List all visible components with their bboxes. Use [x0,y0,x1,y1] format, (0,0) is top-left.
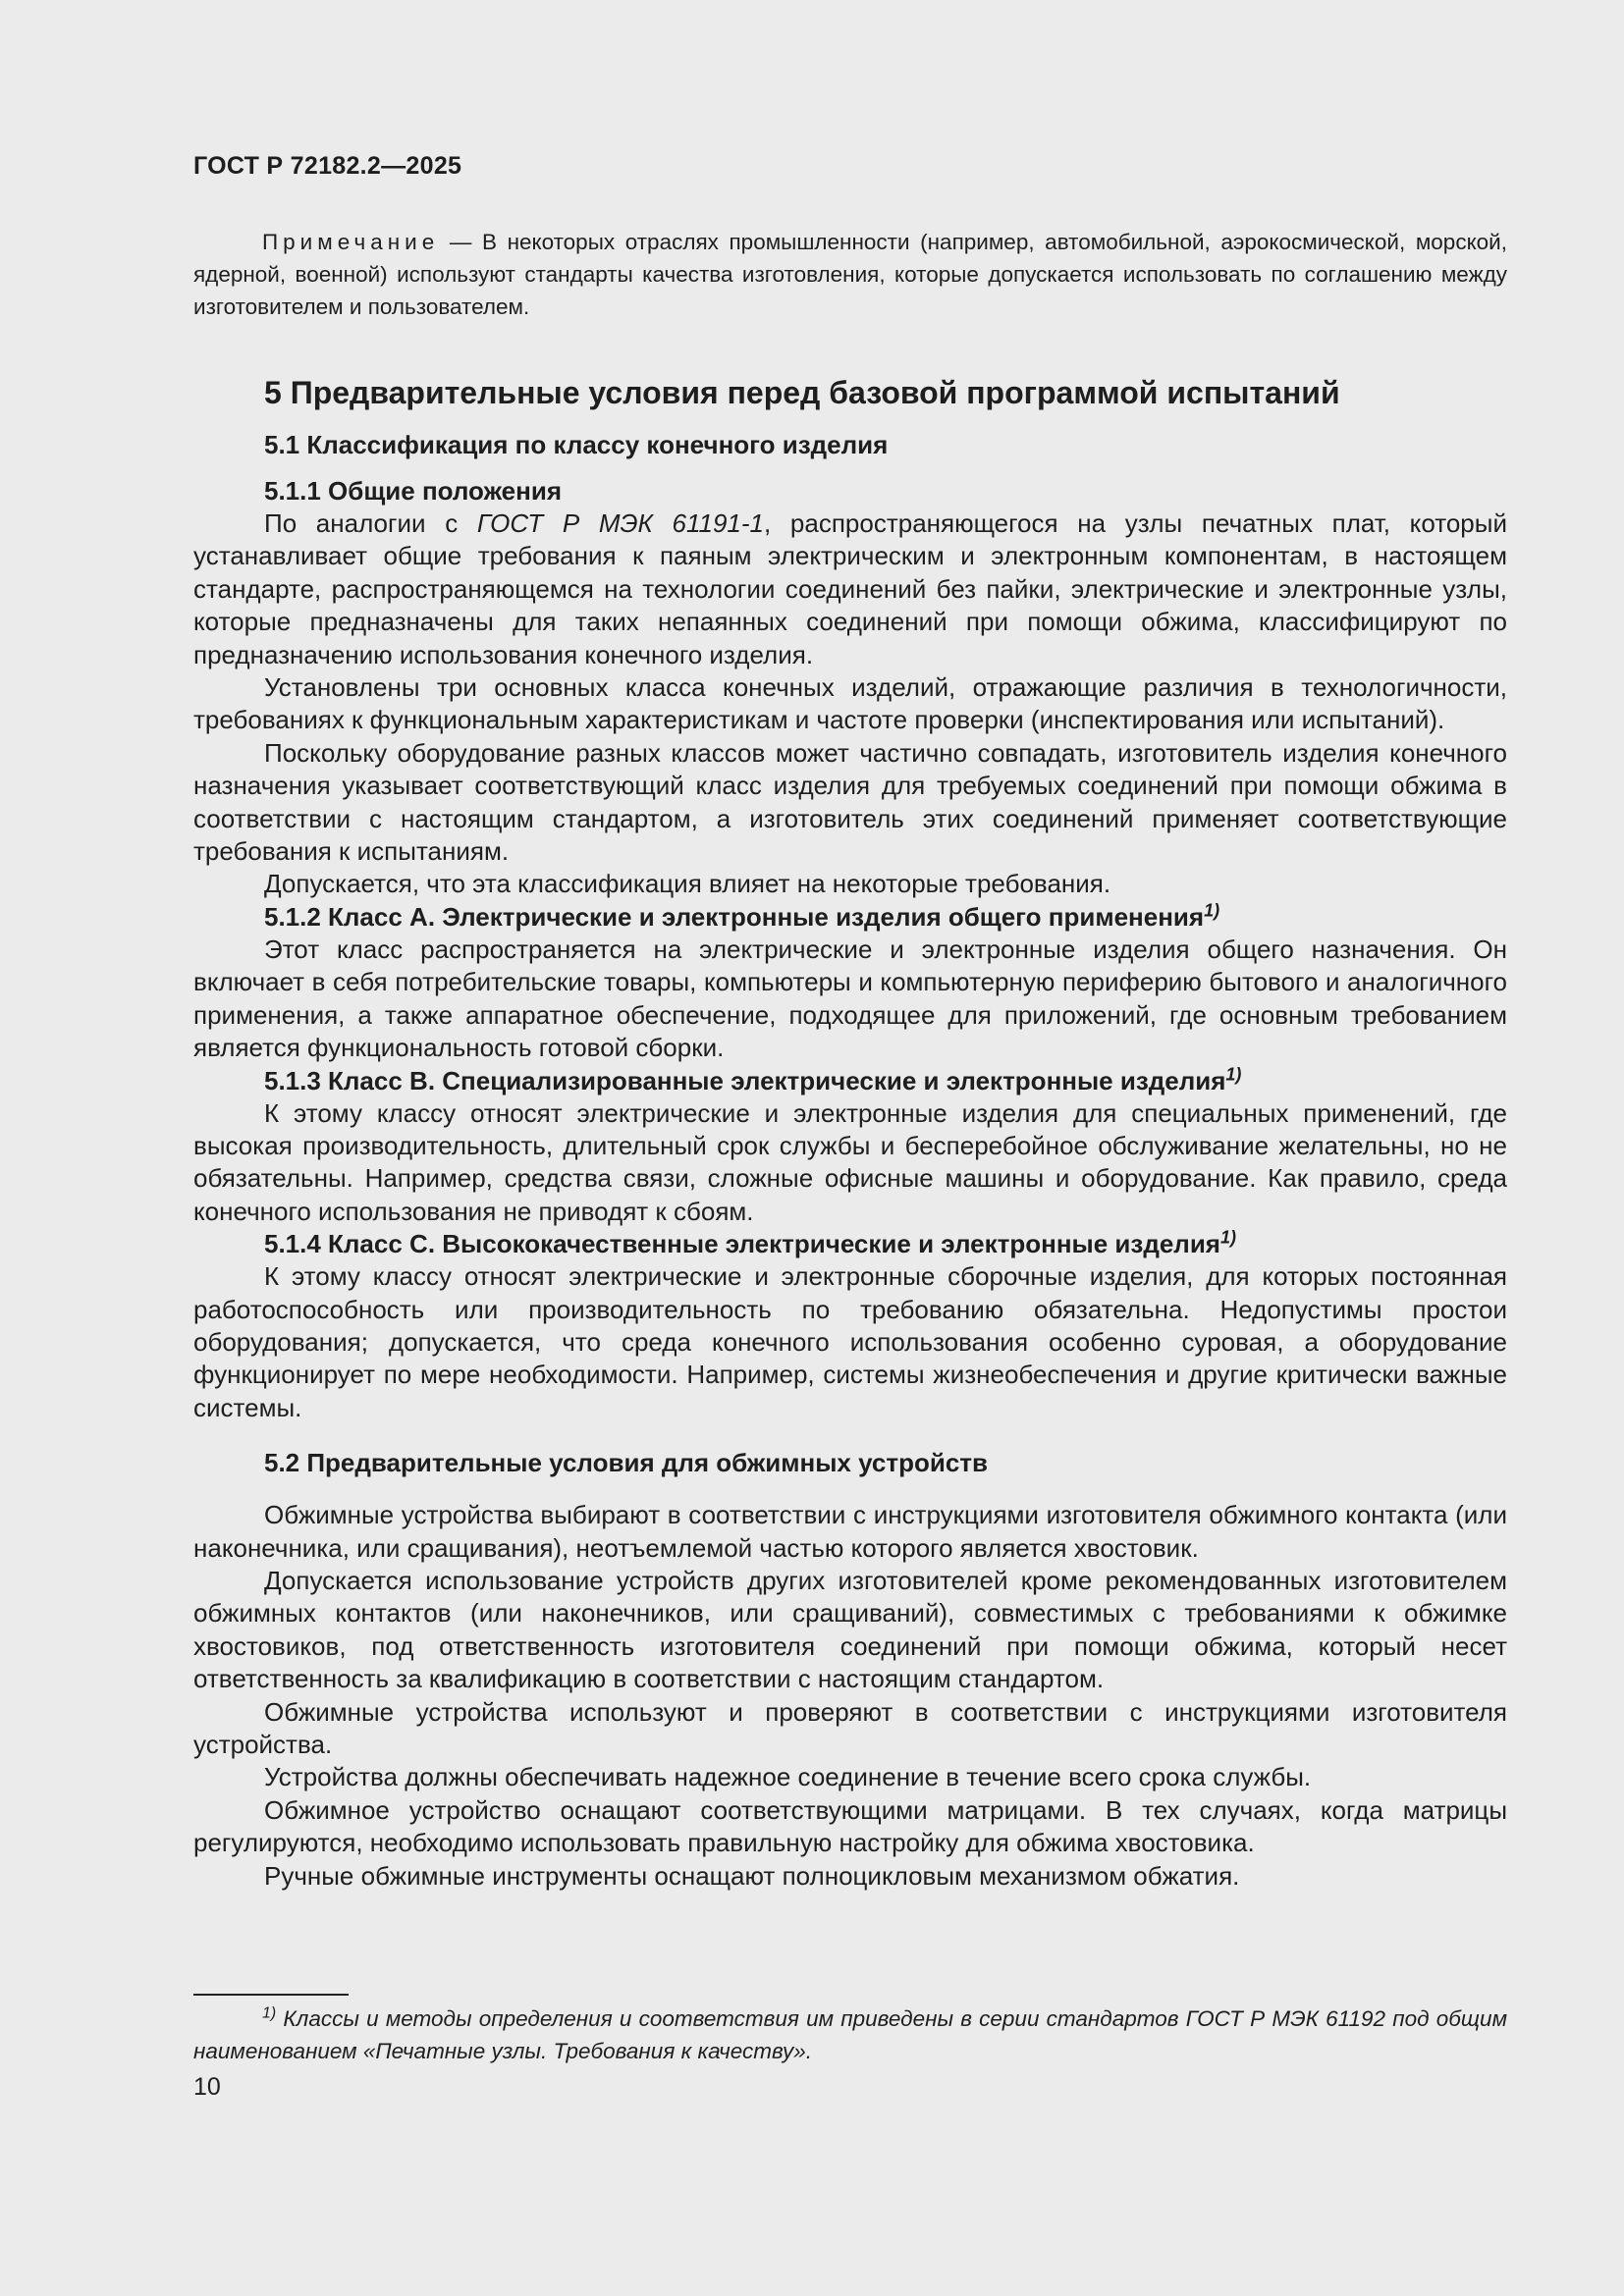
section-5-1-1-heading: 5.1.1 Общие положения [264,476,562,506]
section-5-1-4-heading: 5.1.4 Класс С. Высококачественные электрические и электронные изделия$^{1)}$ [264,1227,1236,1259]
paragraph: Допускается, что эта классификация влияет на некоторые требования. [264,869,1111,899]
footnote-divider [193,1994,349,1996]
note-label: Примечание [262,230,440,254]
paragraph: По аналогии с ГОСТ Р МЭК 61191-1, распространяющегося на узлы печатных плат, который устанавливает общие требования к паяным электрическим и электронным компонентам, в настоящем стандарте, распространяющемся на технологии соединений без пайки, электрические и электронные узлы, которые предназначены для таких непаянных соединений при помощи обжима, классифицируют по предназначению использования конечного изделия. [193,508,1507,669]
main-content [193,371,1507,1893]
section-5-1-heading: 5.1 Классификация по классу конечного изделия [264,430,889,459]
standard-reference: ГОСТ Р МЭК 61191-1 [476,508,765,538]
note [193,226,1507,323]
footnote-mark: 1) [1204,900,1220,921]
footnote-mark: 1) [1225,1063,1242,1084]
paragraph: Устройства должны обеспечивать надежное соединение в течение всего срока службы. [264,1762,1312,1792]
footnote-mark: 1) [262,2004,277,2022]
paragraph: К этому классу относят электрические и электронные сборочные изделия, для которых постоянная работоспособность или производительность по требованию обязательна. Недопустимы простои оборудования; допускается, что среда конечного использования особенно суровая, а оборудование функционирует по мере необходимости. Например, системы жизнеобеспечения и другие критически важные системы. [193,1261,1507,1422]
footnote-mark: 1) [1219,1227,1236,1248]
footnote [193,2002,1507,2067]
paragraph: Установлены три основных класса конечных изделий, отражающие различия в технологичности, требованиях к функциональным характеристикам и частоте проверки (инспектирования или испытаний). [193,672,1507,735]
paragraph: Обжимные устройства используют и проверяют в соответствии с инструкциями изготовителя устройства. [193,1696,1507,1759]
paragraph: Обжимные устройства выбирают в соответствии с инструкциями изготовителя обжимного контакта (или наконечника, или сращивания), неотъемлемой частью которого является хвостовик. [193,1500,1507,1563]
paragraph: К этому классу относят электрические и электронные изделия для специальных применений, где высокая производительность, длительный срок службы и бесперебойное обслуживание желательны, но не обязательны. Например, средства связи, сложные офисные машины и оборудование. Как правило, среда конечного использования не приводят к сбоям. [193,1097,1507,1226]
paragraph: Допускается использование устройств других изготовителей кроме рекомендованных изготовителем обжимных контактов (или наконечников, или сращиваний), совместимых с требованиями к обжимке хвостовиков, под ответственность изготовителя соединений при помощи обжима, который несет ответственность за квалификацию в соответствии с настоящим стандартом. [193,1565,1507,1694]
paragraph: Этот класс распространяется на электрические и электронные изделия общего назначения. Он включает в себя потребительские товары, компьютеры и компьютерную периферию бытового и аналогичного применения, а также аппаратное обеспечение, подходящее для приложений, где основным требованием является функциональность готовой сборки. [193,934,1507,1063]
note-text: — В некоторых отраслях промышленности (например, автомобильной, аэрокосмической, морской, ядерной, военной) используют стандарты качества изготовления, которые допускается использовать по соглашению между изготовителем и пользователем. [193,230,1507,319]
section-5-2-heading: 5.2 Предварительные условия для обжимных устройств [264,1448,989,1478]
footnote-text: Классы и методы определения и соответствия им приведены в серии стандартов ГОСТ Р МЭК 61192 под общим наименованием «Печатные узлы. Требования к качеству». [193,2006,1507,2063]
section-5-1-2-heading: 5.1.2 Класс А. Электрические и электронные изделия общего применения$^{1)}$ [264,900,1220,932]
page-number: 10 [193,2073,221,2101]
paragraph: Ручные обжимные инструменты оснащают полноцикловым механизмом обжатия. [264,1860,1240,1891]
section-5-heading: 5 Предварительные условия перед базовой программой испытаний [264,375,1340,410]
section-5-1-3-heading: 5.1.3 Класс В. Специализированные электрические и электронные изделия$^{1)}$ [264,1063,1242,1095]
page-header: ГОСТ Р 72182.2—2025 [193,152,462,180]
paragraph: Поскольку оборудование разных классов может частично совпадать, изготовитель изделия конечного назначения указывает соответствующий класс изделия для требуемых соединений при помощи обжима в соответствии с настоящим стандартом, а изготовитель этих соединений применяет соответствующие требования к испытаниям. [193,737,1507,867]
paragraph: Обжимное устройство оснащают соответствующими матрицами. В тех случаях, когда матрицы регулируются, необходимо использовать правильную настройку для обжима хвостовика. [193,1794,1507,1858]
